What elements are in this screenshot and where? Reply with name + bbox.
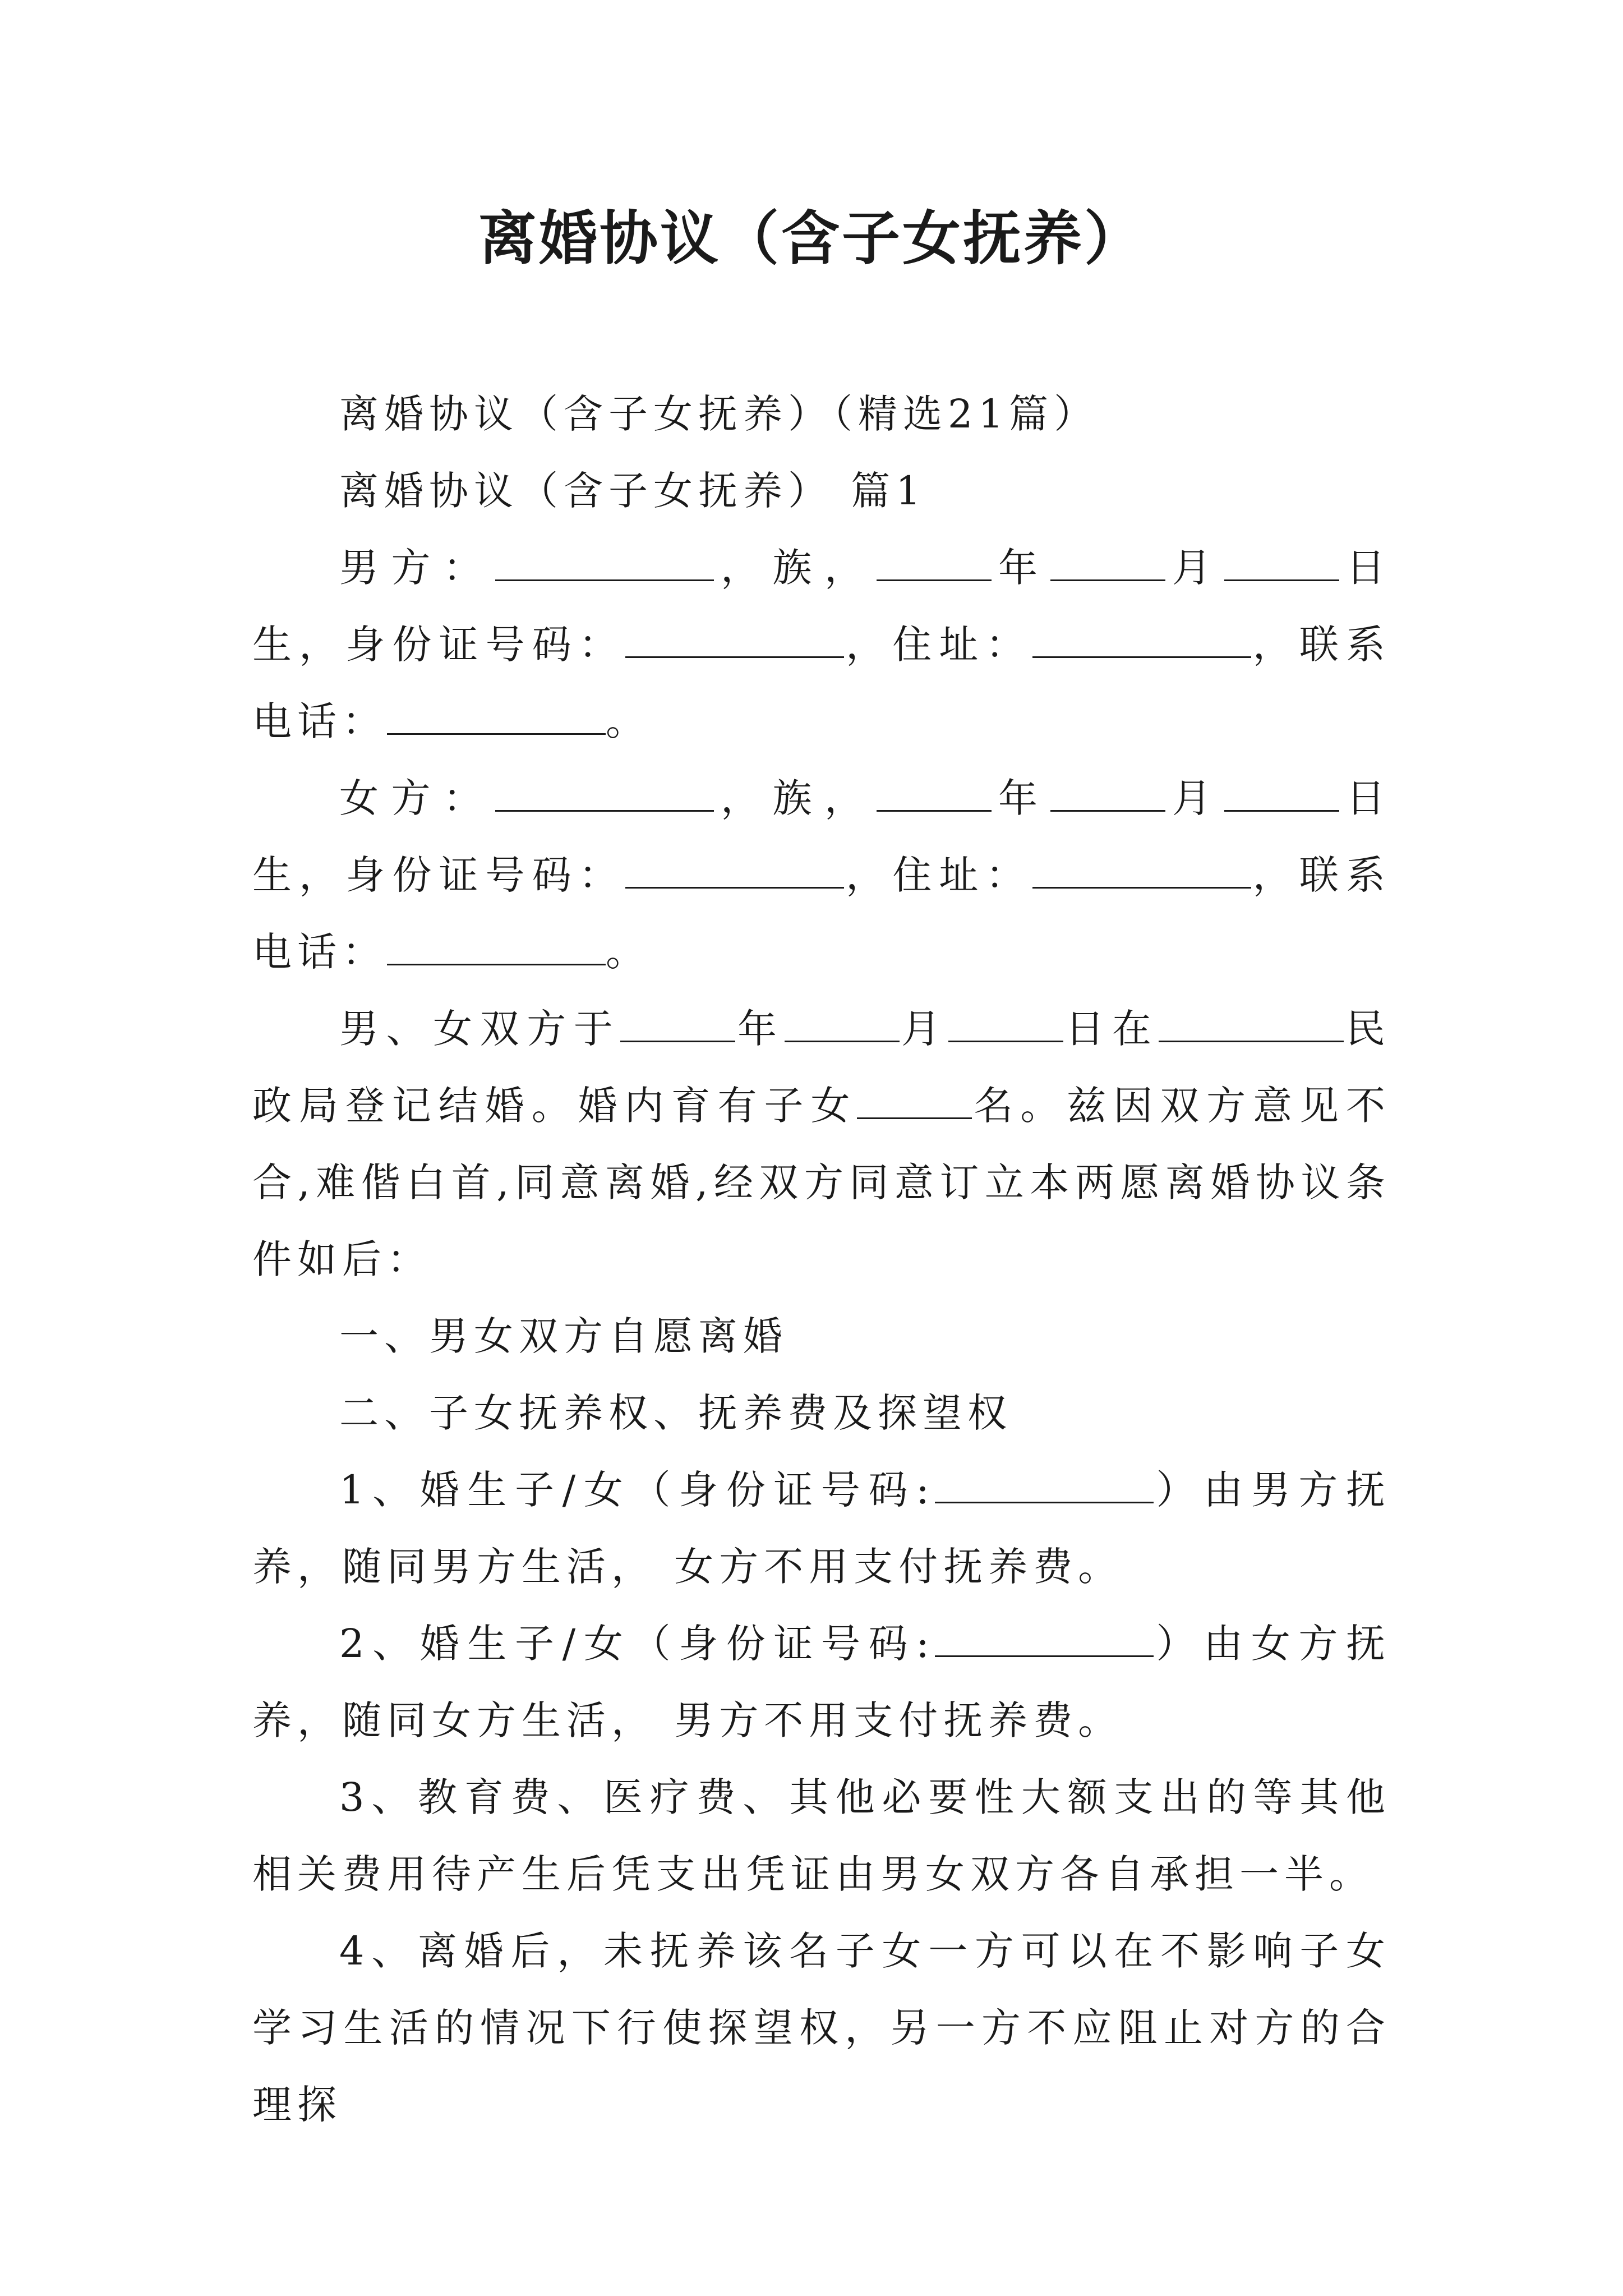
clause-1 [252,1452,1391,1605]
male-day-text: 日 [1339,545,1391,591]
male-label: 男方： [339,545,495,591]
item-2: 二、子女抚养权、抚养费及探望权 [339,1390,1012,1436]
male-month-blank [1050,546,1165,581]
female-year-blank [877,776,992,812]
marriage-registered-text: 民政局登记结婚。婚内育有子女 [252,1006,1391,1129]
marriage-day-blank [948,1007,1063,1042]
female-phone-blank [387,930,606,965]
marriage-month-text: 月 [899,1006,948,1052]
female-month-text: 月 [1165,775,1224,821]
clause-1-id-blank [935,1468,1154,1503]
female-month-blank [1050,776,1165,812]
marriage-rest-text: 名。兹因双方意见不合,难偕白首,同意离婚,经双方同意订立本两愿离婚协议条件如后： [252,1083,1391,1282]
clause-1-start: 1、婚生子/女（身份证号码: [339,1467,935,1513]
male-id-blank [625,623,844,658]
female-address-text: ，住址： [844,852,1032,898]
marriage-place-blank [1159,1007,1344,1042]
female-day-blank [1224,776,1339,812]
male-sep1: ， [713,545,773,591]
male-contact-text: ，联系 [1251,622,1391,668]
male-address-blank [1032,623,1251,658]
male-party-paragraph [252,530,1391,760]
female-party-paragraph [252,760,1391,991]
section-heading: 离婚协议（含子女抚养） 篇1 [339,468,926,514]
female-id-blank [625,853,844,889]
male-phone-text: 电话： [252,698,387,744]
male-phone-blank [387,700,606,735]
marriage-paragraph [252,991,1391,1298]
female-end: 。 [606,929,651,975]
male-year-blank [877,546,992,581]
item-1: 一、男女双方自愿离婚 [339,1313,788,1359]
children-count-blank [857,1084,972,1119]
female-ethnicity-text: 族， [772,775,877,821]
clause-3: 3、教育费、医疗费、其他必要性大额支出的等其他相关费用待产生后凭支出凭证由男女双方各自承担一半。 [252,1774,1391,1897]
clause-2-end: ）由女方抚养，随同女方生活， 男方不用支付抚养费。 [252,1621,1391,1743]
subtitle: 离婚协议（含子女抚养）（精选21篇） [339,391,1099,437]
female-phone-text: 电话： [252,929,387,975]
male-end: 。 [606,698,651,744]
clause-1-end: ）由男方抚养，随同男方生活， 女方不用支付抚养费。 [252,1467,1391,1590]
clause-2 [252,1605,1391,1759]
male-month-text: 月 [1165,545,1224,591]
female-label: 女方： [339,775,495,821]
female-day-text: 日 [1339,775,1391,821]
marriage-start: 男、女双方于 [339,1006,621,1052]
male-name-blank [495,546,714,581]
clause-4: 4、离婚后，未抚养该名子女一方可以在不影响子女学习生活的情况下行使探望权，另一方不应阻止对方的合理探 [252,1928,1391,2128]
male-year-text: 年 [991,545,1050,591]
marriage-year-text: 年 [735,1006,785,1052]
document-body [252,376,1391,2143]
document-title: 离婚协议（含子女抚养） [478,204,1145,273]
clause-2-id-blank [935,1622,1154,1657]
female-contact-text: ，联系 [1251,852,1391,898]
marriage-year-blank [620,1007,735,1042]
male-day-blank [1224,546,1339,581]
female-year-text: 年 [991,775,1050,821]
marriage-month-blank [785,1007,900,1042]
clause-2-start: 2、婚生子/女（身份证号码: [339,1621,935,1667]
male-ethnicity-text: 族， [772,545,877,591]
marriage-day-text: 日在 [1063,1006,1159,1052]
female-name-blank [495,776,714,812]
male-address-text: ，住址： [844,622,1032,668]
female-sep1: ， [713,775,773,821]
female-address-blank [1032,853,1251,889]
male-birth-id-text: 生，身份证号码： [252,622,625,668]
female-birth-id-text: 生，身份证号码： [252,852,625,898]
